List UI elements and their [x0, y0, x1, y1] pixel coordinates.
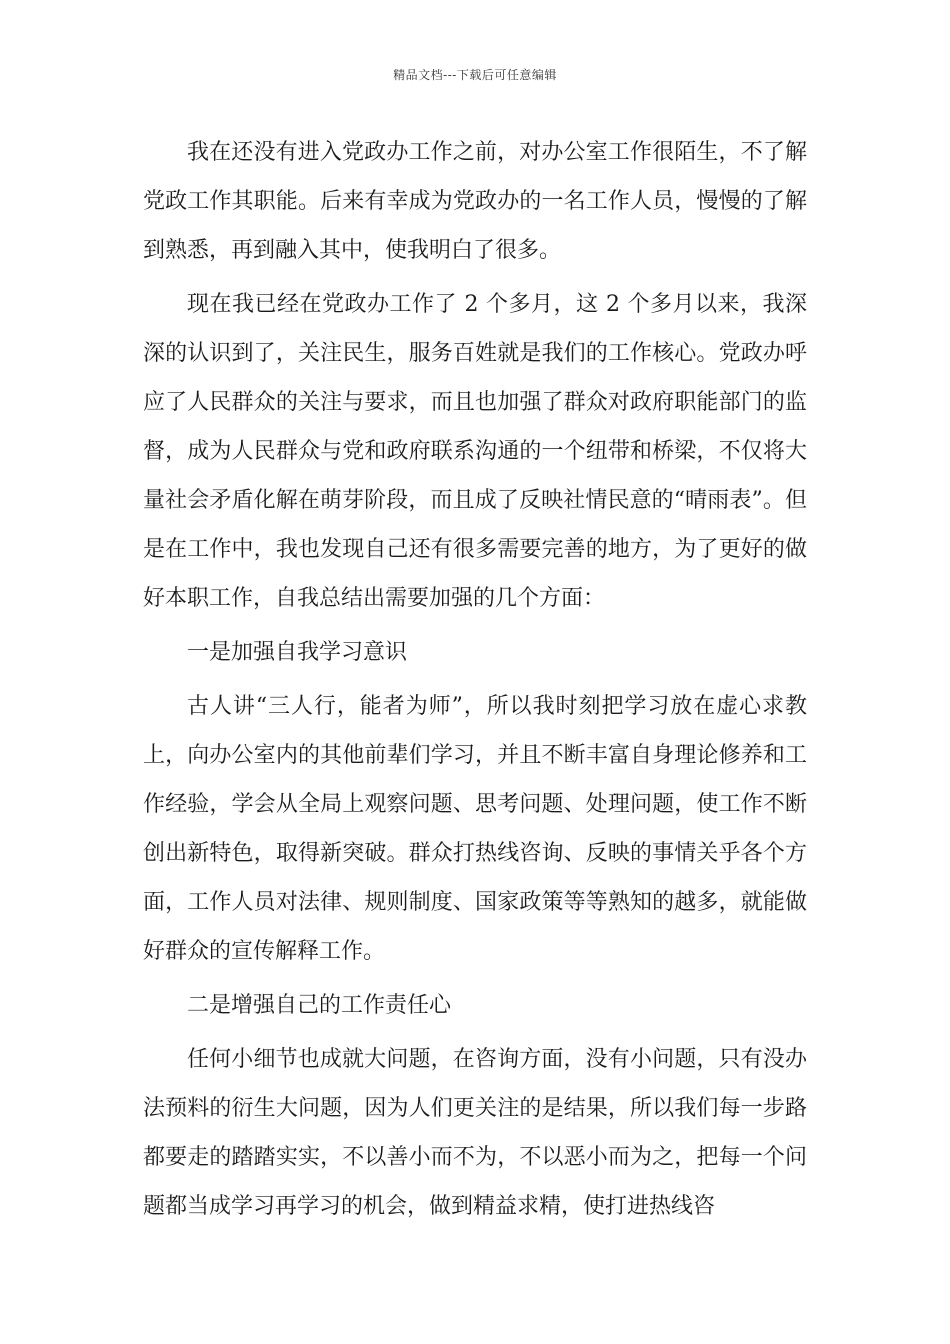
document-body — [143, 128, 807, 1236]
page-header: 精品文档---下载后可任意编辑 — [393, 68, 557, 82]
section-heading-responsibility: 二是增强自己的工作责任心 — [187, 993, 452, 1018]
section-heading-learning: 一是加强自我学习意识 — [187, 640, 408, 665]
paragraph-learning: 古人讲“三人行，能者为师”，所以我时刻把学习放在虚心求教上，向办公室内的其他前辈们学习，并且不断丰富自身理论修养和工作经验，学会从全局上观察问题、思考问题、处理问题，使工作不断创出新特色，取得新突破。群众打热线咨询、反映的事情关乎各个方面，工作人员对法律、规则制度、国家政策等等熟知的越多，就能做好群众的宣传解释工作。 — [143, 694, 807, 964]
paragraph-responsibility: 任何小细节也成就大问题，在咨询方面，没有小问题，只有没办法预料的衍生大问题，因为人们更关注的是结果，所以我们每一步路都要走的踏踏实实，不以善小而不为，不以恶小而为之，把每一个问题都当成学习再学习的机会，做到精益求精，使打进热线咨 — [143, 1047, 807, 1219]
paragraph-work-summary: 现在我已经在党政办工作了 2 个多月，这 2 个多月以来，我深深的认识到了，关注民生，服务百姓就是我们的工作核心。党政办呼应了人民群众的关注与要求，而且也加强了群众对政府职能部门的监督，成为人民群众与党和政府联系沟通的一个纽带和桥梁，不仅将大量社会矛盾化解在萌芽阶段，而且成了反映社情民意的“晴雨表”。但是在工作中，我也发现自己还有很多需要完善的地方，为了更好的做好本职工作，自我总结出需要加强的几个方面： — [143, 292, 807, 611]
paragraph-intro: 我在还没有进入党政办工作之前，对办公室工作很陌生，不了解党政工作其职能。后来有幸成为党政办的一名工作人员，慢慢的了解到熟悉，再到融入其中，使我明白了很多。 — [143, 140, 807, 263]
